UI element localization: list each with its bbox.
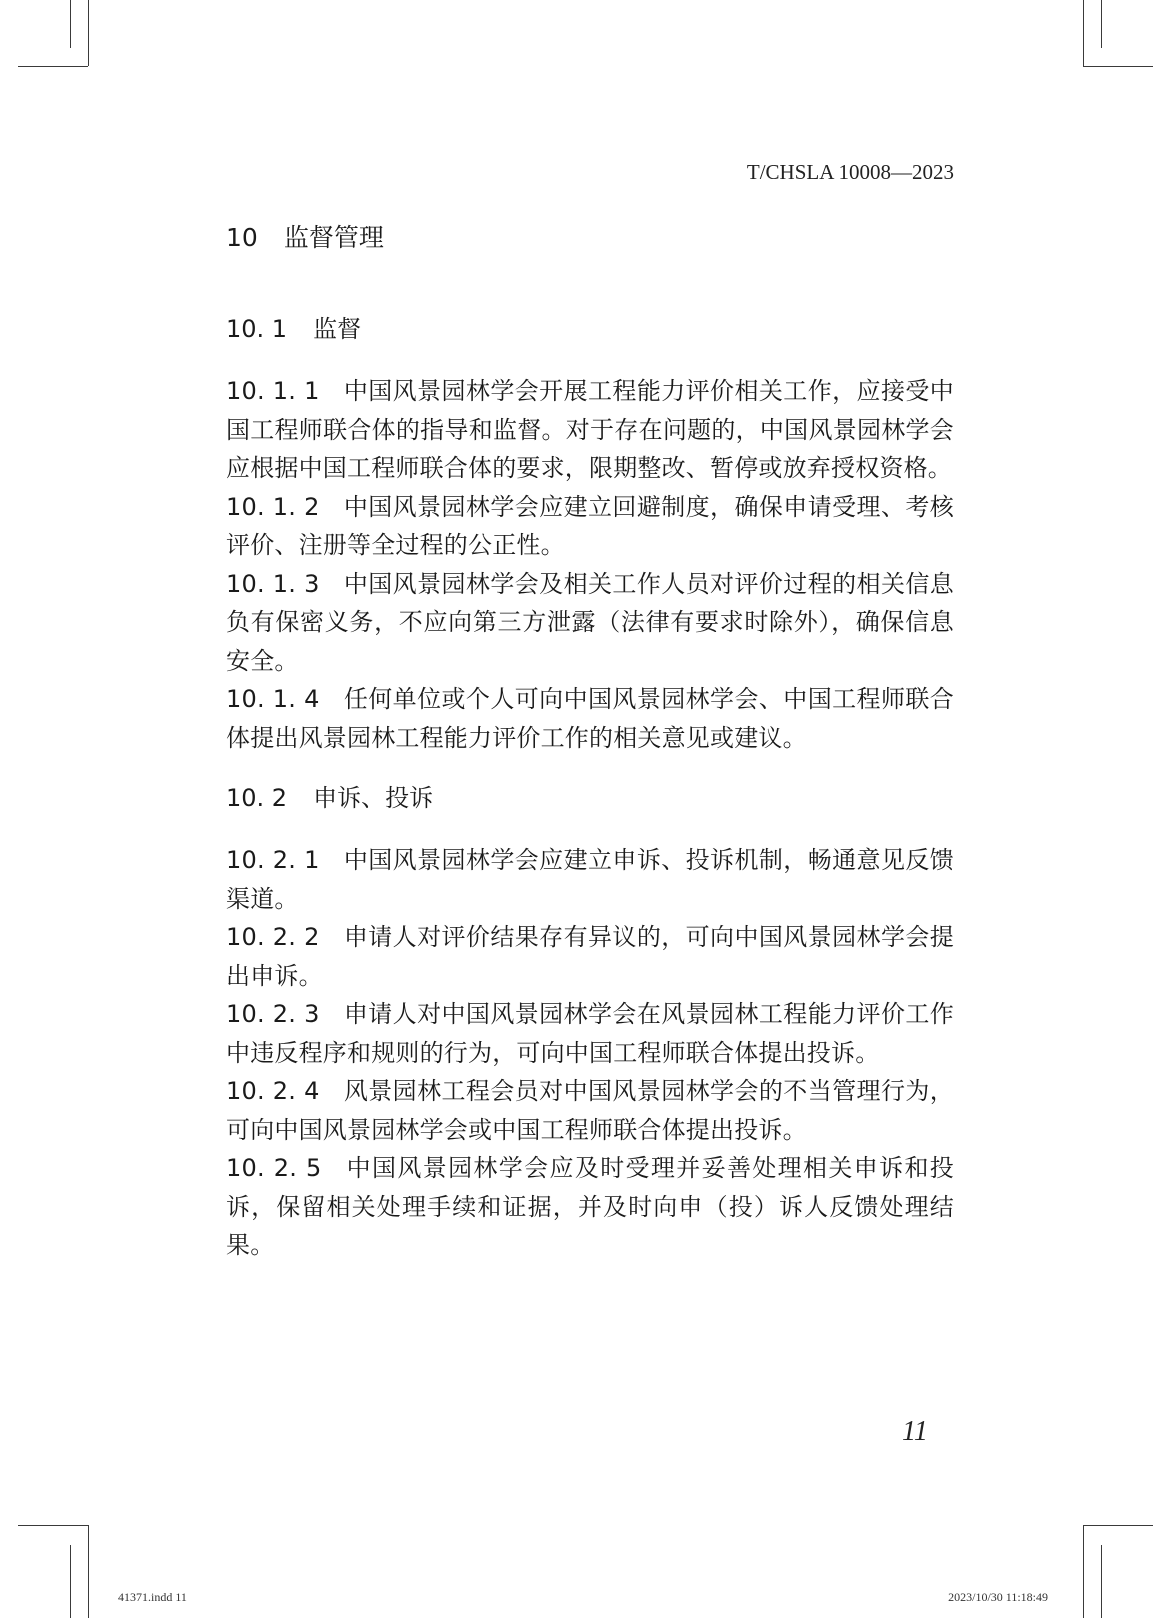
page-number: 11 xyxy=(902,1416,928,1447)
section-title: 监督管理 xyxy=(283,223,384,252)
crop-mark xyxy=(1083,1525,1153,1526)
clause-number: 10. 2. 4 xyxy=(226,1077,320,1105)
crop-mark xyxy=(18,1525,88,1526)
clause xyxy=(226,372,954,488)
clause-text: 中国风景园林学会应及时受理并妥善处理相关申诉和投诉，保留相关处理手续和证据，并及时向申（投）诉人反馈处理结果。 xyxy=(226,1154,954,1259)
clause-text: 中国风景园林学会应建立申诉、投诉机制，畅通意见反馈渠道。 xyxy=(226,846,954,913)
document-code: T/CHSLA 10008—2023 xyxy=(746,160,954,184)
crop-mark xyxy=(1083,1525,1084,1618)
section-number: 10 xyxy=(226,223,258,252)
clause-number: 10. 2. 1 xyxy=(226,846,320,874)
clause xyxy=(226,680,954,757)
clause-number: 10. 1. 3 xyxy=(226,569,320,598)
crop-mark xyxy=(70,0,71,48)
clause-text: 申请人对评价结果存有异议的，可向中国风景园林学会提出申诉。 xyxy=(226,923,954,990)
crop-mark xyxy=(70,1545,71,1618)
print-slug-file: 41371.indd 11 xyxy=(118,1590,187,1604)
clause xyxy=(226,995,954,1072)
clause-text: 中国风景园林学会及相关工作人员对评价过程的相关信息负有保密义务，不应向第三方泄露（法律有要求时除外），确保信息安全。 xyxy=(226,569,954,675)
clause-text: 任何单位或个人可向中国风景园林学会、中国工程师联合体提出风景园林工程能力评价工作的相关意见或建议。 xyxy=(226,685,954,752)
subsection-title: 申诉、投诉 xyxy=(313,784,434,812)
clause xyxy=(226,918,954,995)
section-heading xyxy=(226,214,954,262)
subsection-heading xyxy=(226,775,954,821)
subsection-number: 10. 2 xyxy=(226,784,288,812)
clause-number: 10. 1. 1 xyxy=(226,377,320,405)
clause xyxy=(226,565,954,681)
clause-text: 中国风景园林学会开展工程能力评价相关工作，应接受中国工程师联合体的指导和监督。对于存在问题的，中国风景园林学会应根据中国工程师联合体的要求，限期整改、暂停或放弃授权资格。 xyxy=(226,377,954,482)
clause-number: 10. 2. 2 xyxy=(226,923,320,951)
subsection-title: 监督 xyxy=(313,315,362,343)
clause xyxy=(226,841,954,918)
subsection-heading xyxy=(226,306,954,352)
subsection-number: 10. 1 xyxy=(226,315,288,343)
clause-text: 风景园林工程会员对中国风景园林学会的不当管理行为，可向中国风景园林学会或中国工程师联合体提出投诉。 xyxy=(226,1077,954,1144)
print-slug-timestamp: 2023/10/30 11:18:49 xyxy=(948,1590,1048,1604)
crop-mark xyxy=(1101,1545,1102,1618)
clause-text: 申请人对中国风景园林学会在风景园林工程能力评价工作中违反程序和规则的行为，可向中国工程师联合体提出投诉。 xyxy=(226,1000,954,1067)
page-content xyxy=(226,214,954,1265)
clause-number: 10. 1. 2 xyxy=(226,492,320,521)
crop-mark xyxy=(1101,0,1102,48)
clause-number: 10. 2. 5 xyxy=(226,1154,322,1182)
crop-mark xyxy=(1083,66,1153,67)
crop-mark xyxy=(88,0,89,66)
crop-mark xyxy=(18,66,88,67)
clause-number: 10. 1. 4 xyxy=(226,685,320,713)
clause-text: 中国风景园林学会应建立回避制度，确保申请受理、考核评价、注册等全过程的公正性。 xyxy=(226,492,954,559)
clause xyxy=(226,488,954,565)
clause xyxy=(226,1072,954,1149)
crop-mark xyxy=(1083,0,1084,66)
clause xyxy=(226,1149,954,1265)
crop-mark xyxy=(88,1525,89,1618)
clause-number: 10. 2. 3 xyxy=(226,1000,320,1028)
